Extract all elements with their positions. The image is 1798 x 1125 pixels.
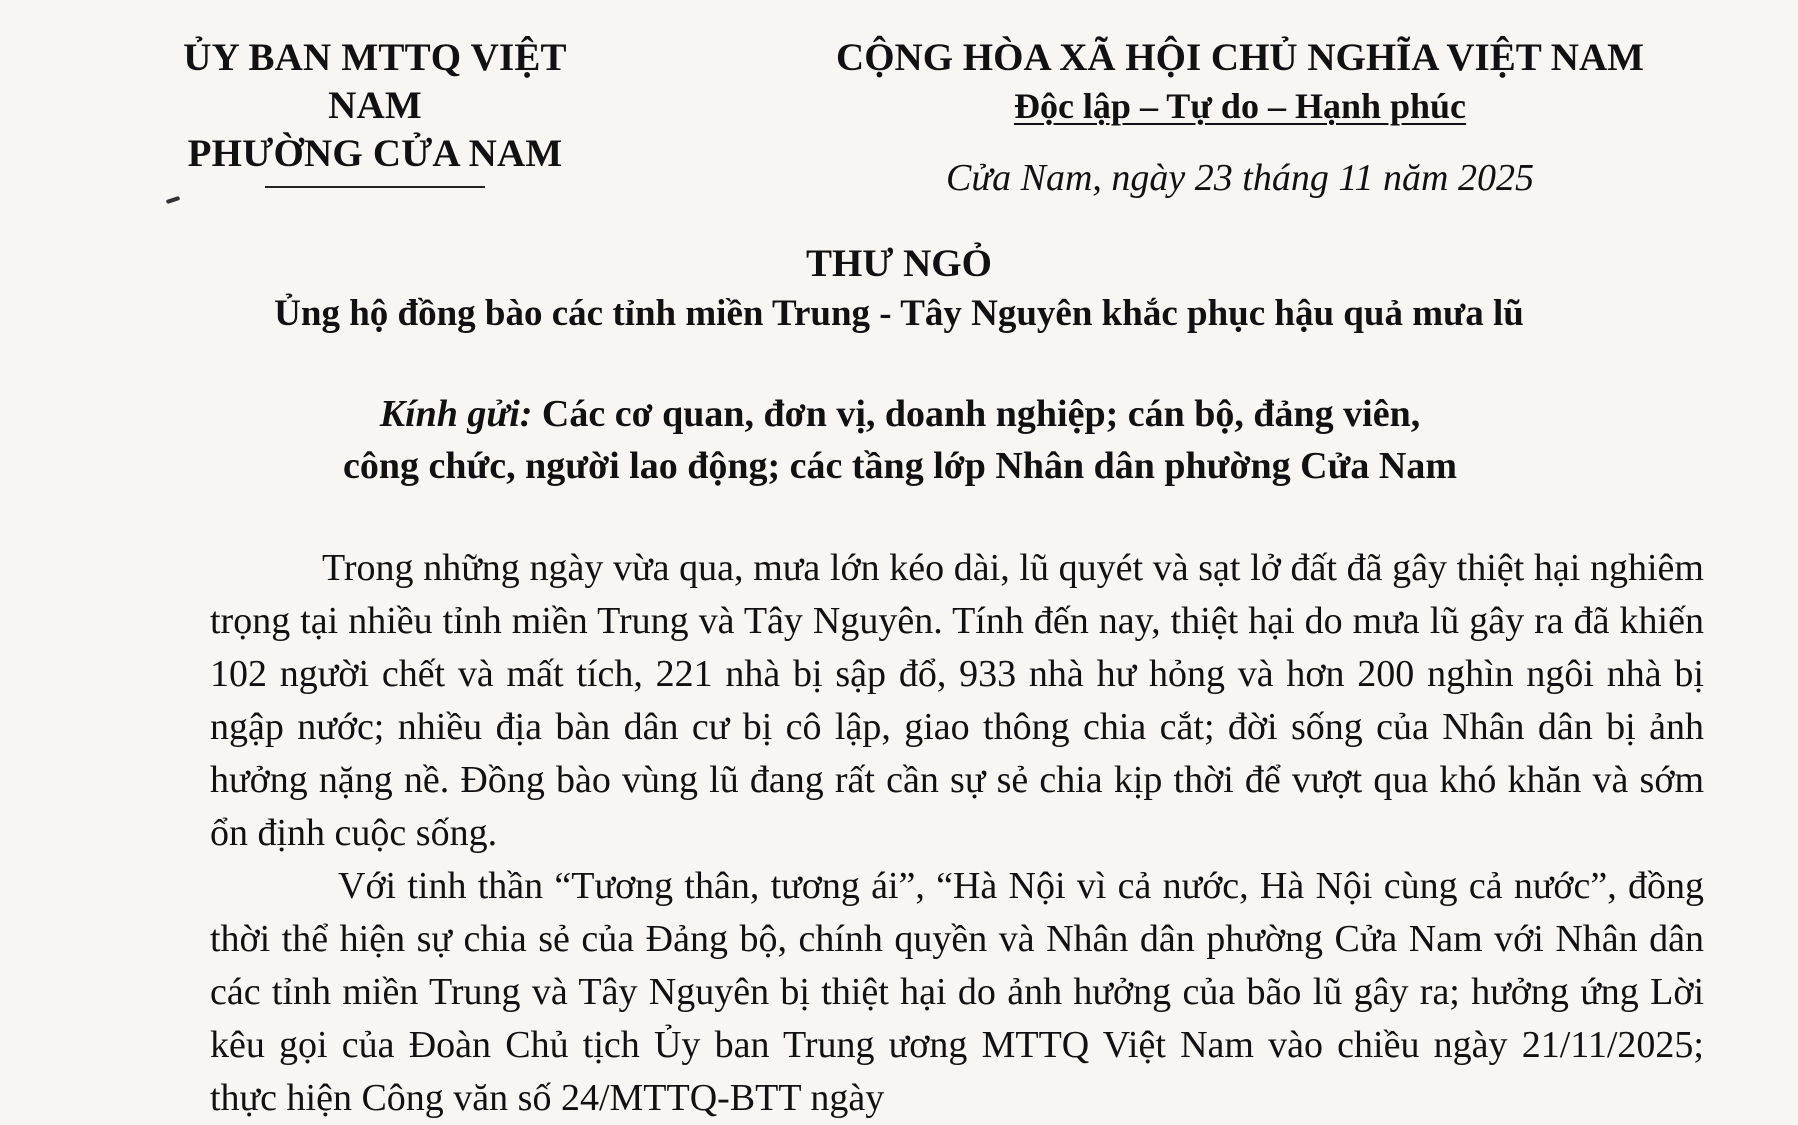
national-title: CỘNG HÒA XÃ HỘI CHỦ NGHĨA VIỆT NAM <box>836 36 1644 79</box>
organization-name: ỦY BAN MTTQ VIỆT NAM <box>183 36 567 127</box>
letter-body <box>210 542 1704 1125</box>
issuing-organization <box>140 34 610 188</box>
organization-underline <box>265 186 485 188</box>
document-subtitle: Ủng hộ đồng bào các tỉnh miền Trung - Tây Nguyên khắc phục hậu quả mưa lũ <box>274 293 1524 334</box>
addressee-lead: Kính gửi: <box>379 393 533 435</box>
body-paragraph: Với tinh thần “Tương thân, tương ái”, “Hà Nội vì cả nước, Hà Nội cùng cả nước”, đồng thời thể hiện sự chia sẻ của Đảng bộ, chính quyền và Nhân dân phường Cửa Nam với Nhân dân các tỉnh miền Trung và Tây Nguyên bị thiệt hại do ảnh hưởng của bão lũ gây ra; hưởng ứng Lời kêu gọi của Đoàn Chủ tịch Ủy ban Trung ương MTTQ Việt Nam vào chiều ngày 21/11/2025; thực hiện Công văn số 24/MTTQ-BTT ngày <box>210 865 1704 1119</box>
organization-ward: PHƯỜNG CỬA NAM <box>187 132 563 175</box>
document-title: THƯ NGỎ <box>806 242 992 285</box>
addressee-recipients: Các cơ quan, đơn vị, doanh nghiệp; cán bộ, đảng viên, <box>532 393 1421 435</box>
body-paragraph: Trong những ngày vừa qua, mưa lớn kéo dài, lũ quyét và sạt lở đất đã gây thiệt hại nghiêm trọng tại nhiều tỉnh miền Trung và Tây Nguyên. Tính đến nay, thiệt hại do mưa lũ gây ra đã khiến 102 người chết và mất tích, 221 nhà bị sập đổ, 933 nhà hư hỏng và hơn 200 nghìn ngôi nhà bị ngập nước; nhiều địa bàn dân cư bị cô lập, giao thông chia cắt; đời sống của Nhân dân bị ảnh hưởng nặng nề. Đồng bào vùng lũ đang rất cần sự sẻ chia kịp thời để vượt qua khó khăn và sớm ổn định cuộc sống. <box>210 547 1704 854</box>
addressee-block <box>200 388 1600 492</box>
addressee-line-1 <box>200 388 1600 440</box>
addressee-line-2: công chức, người lao động; các tầng lớp Nhân dân phường Cửa Nam <box>342 445 1457 487</box>
national-heading <box>720 34 1760 130</box>
scan-mark <box>166 196 181 204</box>
place-and-date: Cửa Nam, ngày 23 tháng 11 năm 2025 <box>946 157 1534 199</box>
national-motto: Độc lập – Tự do – Hạnh phúc <box>1013 86 1467 126</box>
